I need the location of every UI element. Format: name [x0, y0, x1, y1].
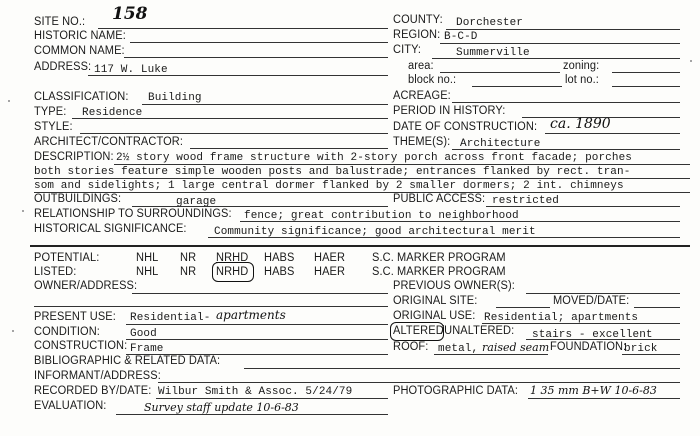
potential-sc-marker: S.C. MARKER PROGRAM [372, 252, 506, 264]
present-use-label: PRESENT USE: [34, 311, 116, 323]
historic-name-line [130, 42, 388, 43]
classification-value: Building [148, 92, 202, 104]
foundation-value: brick [624, 343, 658, 355]
owner-address-line [132, 293, 388, 294]
moved-date-label: MOVED/DATE: [553, 295, 630, 307]
historical-significance-line [208, 237, 680, 238]
acreage-label: ACREAGE: [393, 90, 451, 102]
public-access-line [486, 206, 680, 207]
roof-value: metal, [438, 343, 479, 355]
listed-nhl: NHL [136, 266, 159, 278]
site-no-label: SITE NO.: [34, 16, 86, 28]
informant-line [158, 382, 680, 383]
original-use-line [482, 323, 680, 324]
informant-label: INFORMANT/ADDRESS: [34, 370, 161, 382]
architect-label: ARCHITECT/CONTRACTOR: [34, 136, 184, 148]
potential-haer: HAER [314, 252, 346, 264]
common-name-line [124, 57, 388, 58]
historical-significance-label: HISTORICAL SIGNIFICANCE: [34, 223, 187, 235]
county-line [446, 29, 680, 30]
roof-line [434, 354, 548, 355]
public-access-value: restricted [492, 195, 560, 207]
scan-speck [22, 210, 24, 212]
outbuildings-value: garage [176, 196, 217, 208]
photographic-value: 1 35 mm B+W 10-6-83 [530, 384, 657, 397]
foundation-line [622, 354, 680, 355]
present-use-line [126, 324, 388, 325]
relationship-line [240, 221, 680, 222]
block-no-line [472, 86, 562, 87]
description-rule-1 [114, 164, 690, 165]
scan-speck [12, 330, 14, 332]
description-line-1: 2½ story wood frame structure with 2-story porch across front facade; porches [116, 152, 632, 164]
site-no-line [98, 28, 388, 29]
recorded-value: Wilbur Smith & Assoc. 5/24/79 [158, 386, 353, 398]
area-line [440, 72, 560, 73]
listed-nrhd: NRHD [216, 266, 249, 278]
outbuildings-label: OUTBUILDINGS: [34, 193, 122, 205]
date-of-construction-label: DATE OF CONSTRUCTION: [393, 121, 538, 133]
period-label: PERIOD IN HISTORY: [393, 105, 506, 117]
county-label: COUNTY: [393, 14, 443, 26]
potential-label: POTENTIAL: [34, 252, 100, 264]
recorded-line [156, 398, 388, 399]
owner-address-line-2 [34, 306, 388, 307]
roof-label: ROOF: [393, 341, 429, 353]
lot-no-line [612, 86, 680, 87]
scan-speck [690, 60, 692, 62]
bibliographic-line [244, 368, 680, 369]
construction-value: Frame [130, 343, 164, 355]
address-label: ADDRESS: [34, 61, 92, 73]
roof-handwritten: raised seam [482, 341, 550, 354]
potential-nr: NR [180, 252, 197, 264]
area-label: area: [408, 60, 434, 72]
outbuildings-line [132, 206, 388, 207]
condition-label: CONDITION: [34, 326, 100, 338]
county-value: Dorchester [456, 17, 524, 29]
previous-owners-line [526, 293, 680, 294]
date-of-construction-value: ca. 1890 [550, 116, 611, 132]
original-site-line [496, 307, 550, 308]
bibliographic-label: BIBLIOGRAPHIC & RELATED DATA: [34, 355, 221, 367]
evaluation-line [116, 414, 388, 415]
zoning-label: zoning: [563, 60, 600, 72]
unaltered-label: /UNALTERED: [441, 325, 515, 337]
common-name-label: COMMON NAME: [34, 45, 125, 57]
original-site-label: ORIGINAL SITE: [393, 295, 478, 307]
construction-label: CONSTRUCTION: [34, 340, 128, 352]
description-line-2: both stories feature simple wooden posts and balustrade; entrances flanked by rect. tran- [34, 166, 631, 178]
historic-name-label: HISTORIC NAME: [34, 30, 126, 42]
altered-line [526, 339, 680, 340]
condition-line [126, 339, 388, 340]
section-divider [30, 245, 690, 247]
lot-no-label: lot no.: [565, 74, 599, 86]
owner-address-label: OWNER/ADDRESS: [34, 280, 138, 292]
description-rule-3 [34, 192, 690, 193]
city-value: Summerville [456, 47, 530, 59]
present-use-value: Residential- [130, 312, 211, 324]
address-value: 117 W. Luke [94, 64, 168, 76]
listed-haer: HAER [314, 266, 346, 278]
relationship-label: RELATIONSHIP TO SURROUNDINGS: [34, 208, 232, 220]
region-value: B-C-D [444, 31, 478, 43]
moved-date-line [634, 307, 680, 308]
style-line [80, 133, 388, 134]
listed-label: LISTED: [34, 266, 77, 278]
potential-nhl: NHL [136, 252, 159, 264]
potential-habs: HABS [264, 252, 295, 264]
site-no-value: 158 [112, 4, 148, 24]
relationship-value: fence; great contribution to neighborhood [244, 210, 519, 222]
zoning-line [612, 72, 680, 73]
themes-label: THEME(S): [393, 136, 451, 148]
themes-value: Architecture [460, 138, 541, 150]
potential-nrhd: NRHD [216, 252, 249, 264]
city-label: CITY: [393, 44, 422, 56]
description-label: DESCRIPTION: [34, 151, 114, 163]
original-use-label: ORIGINAL USE: [393, 310, 476, 322]
region-label: REGION: [393, 29, 441, 41]
architect-line [190, 148, 388, 149]
classification-line [142, 104, 388, 105]
description-rule-2 [34, 178, 690, 179]
city-line [432, 58, 680, 59]
region-line [440, 43, 680, 44]
condition-value: Good [130, 328, 157, 340]
photographic-label: PHOTOGRAPHIC DATA: [393, 385, 519, 397]
evaluation-value: Survey staff update 10-6-83 [144, 401, 299, 414]
original-use-value: Residential; apartments [484, 312, 639, 324]
photographic-line [528, 398, 680, 399]
recorded-label: RECORDED BY/DATE: [34, 385, 152, 397]
type-value: Residence [82, 107, 143, 119]
foundation-label: FOUNDATION: [550, 341, 627, 353]
evaluation-label: EVALUATION: [34, 400, 107, 412]
present-use-handwritten: apartments [216, 308, 286, 322]
public-access-label: PUBLIC ACCESS: [393, 193, 486, 205]
listed-habs: HABS [264, 266, 295, 278]
style-label: STYLE: [34, 121, 73, 133]
classification-label: CLASSIFICATION: [34, 91, 129, 103]
address-line [88, 75, 388, 76]
listed-nr: NR [180, 266, 197, 278]
type-line [72, 118, 388, 119]
acreage-line [452, 102, 680, 103]
altered-value: stairs - excellent [532, 329, 653, 341]
scan-speck [8, 100, 10, 102]
historical-significance-value: Community significance; good architectural merit [214, 226, 536, 238]
previous-owners-label: PREVIOUS OWNER(S): [393, 280, 515, 292]
block-no-label: block no.: [408, 74, 457, 86]
date-of-construction-line [545, 133, 680, 134]
description-line-3: som and sidelights; 1 large central dormer flanked by 2 smaller dormers; 2 int. chimneys [34, 180, 624, 192]
themes-line [452, 149, 680, 150]
type-label: TYPE: [34, 106, 67, 118]
altered-label: ALTERED [393, 325, 444, 337]
listed-sc-marker: S.C. MARKER PROGRAM [372, 266, 506, 278]
